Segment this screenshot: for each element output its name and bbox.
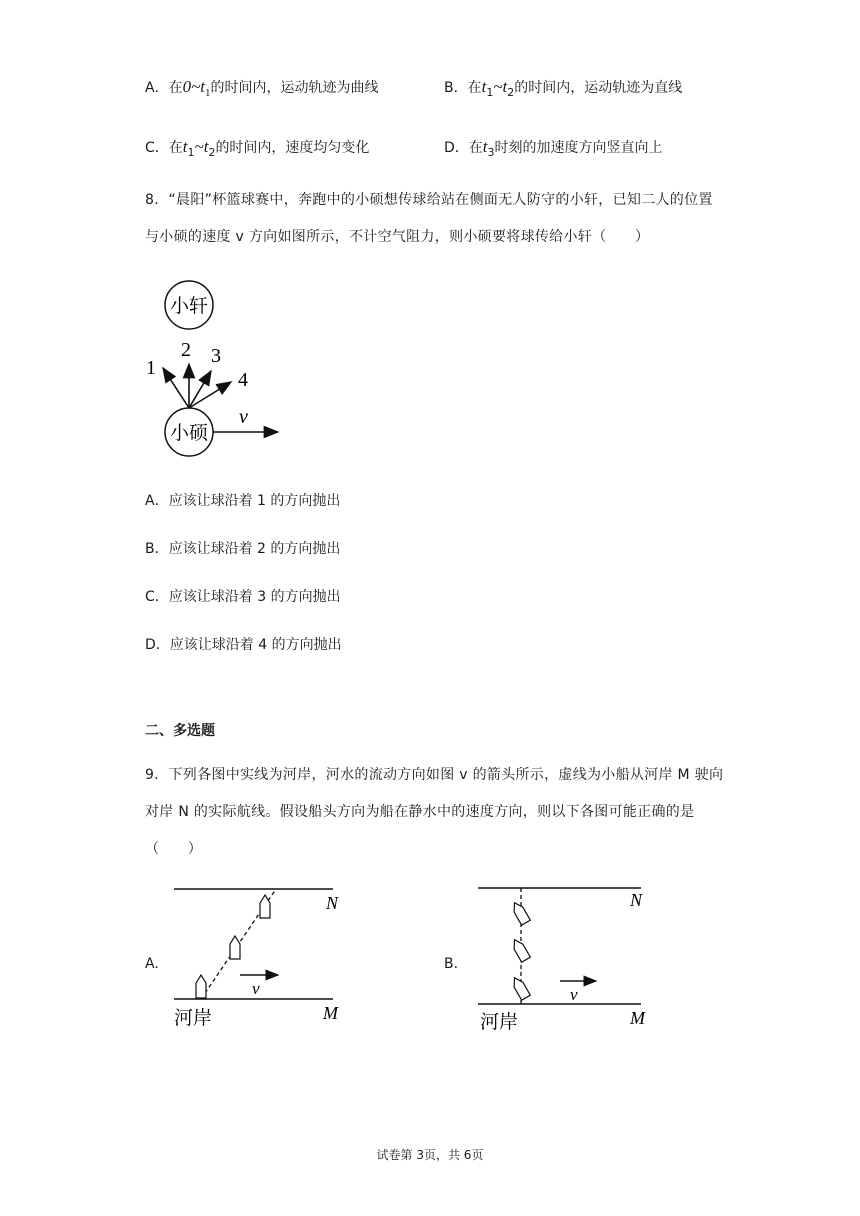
- boat-icon: [260, 895, 270, 918]
- arrow-label-1: 1: [146, 357, 156, 379]
- q9-figB-label: B.: [444, 956, 459, 972]
- boat-icon: [230, 936, 240, 959]
- boat-icon: [196, 975, 206, 998]
- arrow-3: [189, 371, 211, 408]
- section-title: 二、多选题: [145, 723, 215, 739]
- q8-stem: 8．“晨阳”杯篮球赛中，奔跑中的小硕想传球给站在侧面无人防守的小轩，已知二人的位置与小硕的速度 v 方向如图所示，不计空气阻力，则小硕要将球传给小轩（ ）: [145, 192, 713, 245]
- flow-label: v: [252, 979, 260, 998]
- arrow-label-3: 3: [211, 345, 221, 367]
- arrow-label-2: 2: [181, 339, 191, 361]
- q9-figure-a: [168, 878, 368, 1028]
- arrow-1: [163, 368, 189, 408]
- arrow-4: [189, 382, 231, 408]
- n-label: N: [630, 890, 643, 910]
- m-label: M: [630, 1008, 645, 1028]
- q7-option-c: C．在$t_1\sim t_2$的时间内，速度均匀变化: [145, 137, 370, 159]
- velocity-label: v: [239, 406, 248, 428]
- boat-icon: [510, 975, 530, 1000]
- flow-label: v: [570, 985, 578, 1004]
- q7-option-a: A．在$0\sim t_1$的时间内，运动轨迹为曲线: [145, 77, 379, 99]
- boat-icon: [510, 937, 530, 962]
- q8-figure: [140, 278, 300, 463]
- q7-option-d: D．在$t_3$时刻的加速度方向竖直向上: [444, 137, 663, 159]
- q8-option-d: D．应该让球沿着 4 的方向抛出: [145, 637, 342, 653]
- bank-label: 河岸: [174, 1008, 213, 1028]
- xiaoshuo-label: 小硕: [169, 423, 209, 444]
- n-label: N: [326, 893, 339, 913]
- q9-figA-label: A.: [145, 956, 159, 972]
- m-label: M: [323, 1003, 338, 1023]
- arrow-label-4: 4: [238, 369, 248, 391]
- q9-stem: 9．下列各图中实线为河岸，河水的流动方向如图 v 的箭头所示，虚线为小船从河岸 M 驶向对岸 N 的实际航线。假设船头方向为船在静水中的速度方向，则以下各图可能正确的是（ ）: [145, 767, 724, 857]
- q7-option-b: B．在$t_1\sim t_2$的时间内，运动轨迹为直线: [444, 77, 683, 99]
- q9-figure-b: [470, 878, 670, 1033]
- page-footer: 试卷第 3页，共 6页: [376, 1148, 484, 1162]
- q8-option-c: C．应该让球沿着 3 的方向抛出: [145, 589, 341, 605]
- xiaoxuan-label: 小轩: [169, 296, 209, 317]
- q8-option-a: A．应该让球沿着 1 的方向抛出: [145, 493, 341, 509]
- boat-icon: [510, 900, 530, 925]
- q8-option-b: B．应该让球沿着 2 的方向抛出: [145, 541, 341, 557]
- bank-label: 河岸: [480, 1012, 519, 1033]
